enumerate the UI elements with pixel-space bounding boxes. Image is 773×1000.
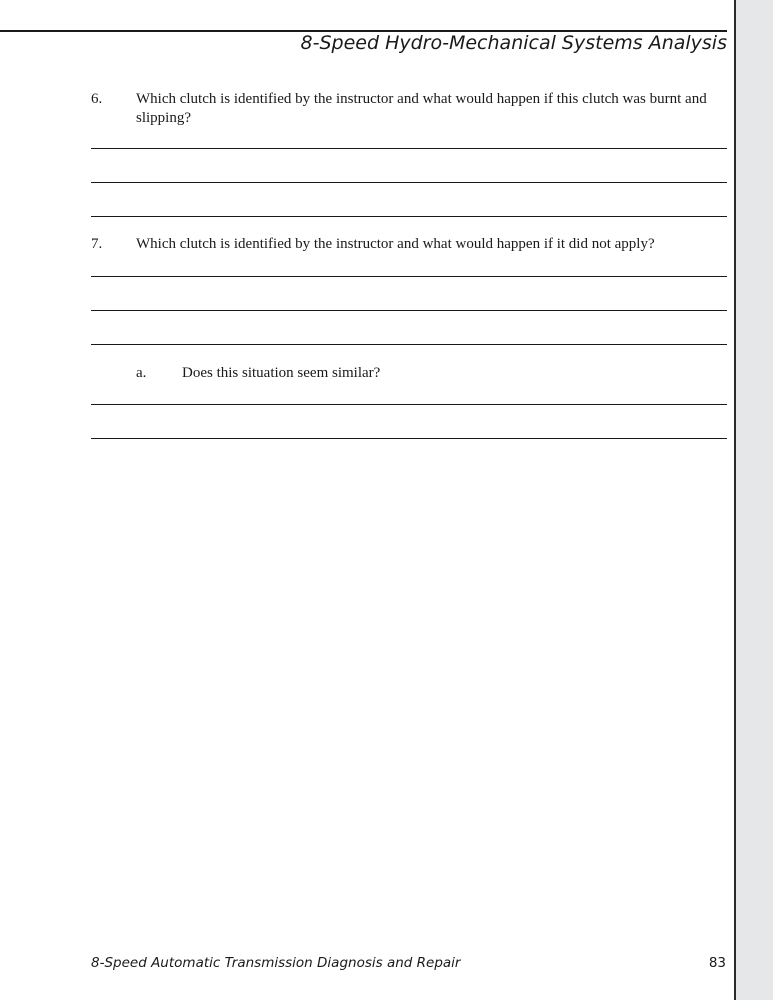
question-7a-letter: a. [136, 365, 147, 381]
question-6-answer-line-2[interactable] [91, 182, 727, 183]
question-7a-answer-line-2[interactable] [91, 438, 727, 439]
question-7-number: 7. [91, 236, 103, 252]
question-6-text: Which clutch is identified by the instructor and what would happen if this clutch was burnt and slipping? [136, 91, 707, 126]
question-7-text: Which clutch is identified by the instructor and what would happen if it did not apply? [136, 236, 655, 252]
page-margin-tab [734, 0, 773, 1000]
question-6-number: 6. [91, 91, 103, 107]
page-number: 83 [708, 955, 726, 971]
question-7-answer-line-1[interactable] [91, 276, 727, 277]
question-7a-answer-line-1[interactable] [91, 404, 727, 405]
question-7a-text: Does this situation seem similar? [182, 365, 381, 381]
question-7-answer-line-2[interactable] [91, 310, 727, 311]
footer-book-title: 8-Speed Automatic Transmission Diagnosis and Repair [91, 955, 461, 971]
page-header-title: 8-Speed Hydro-Mechanical Systems Analysis [300, 32, 727, 54]
question-6-answer-line-3[interactable] [91, 216, 727, 217]
question-6-answer-line-1[interactable] [91, 148, 727, 149]
question-7-answer-line-3[interactable] [91, 344, 727, 345]
